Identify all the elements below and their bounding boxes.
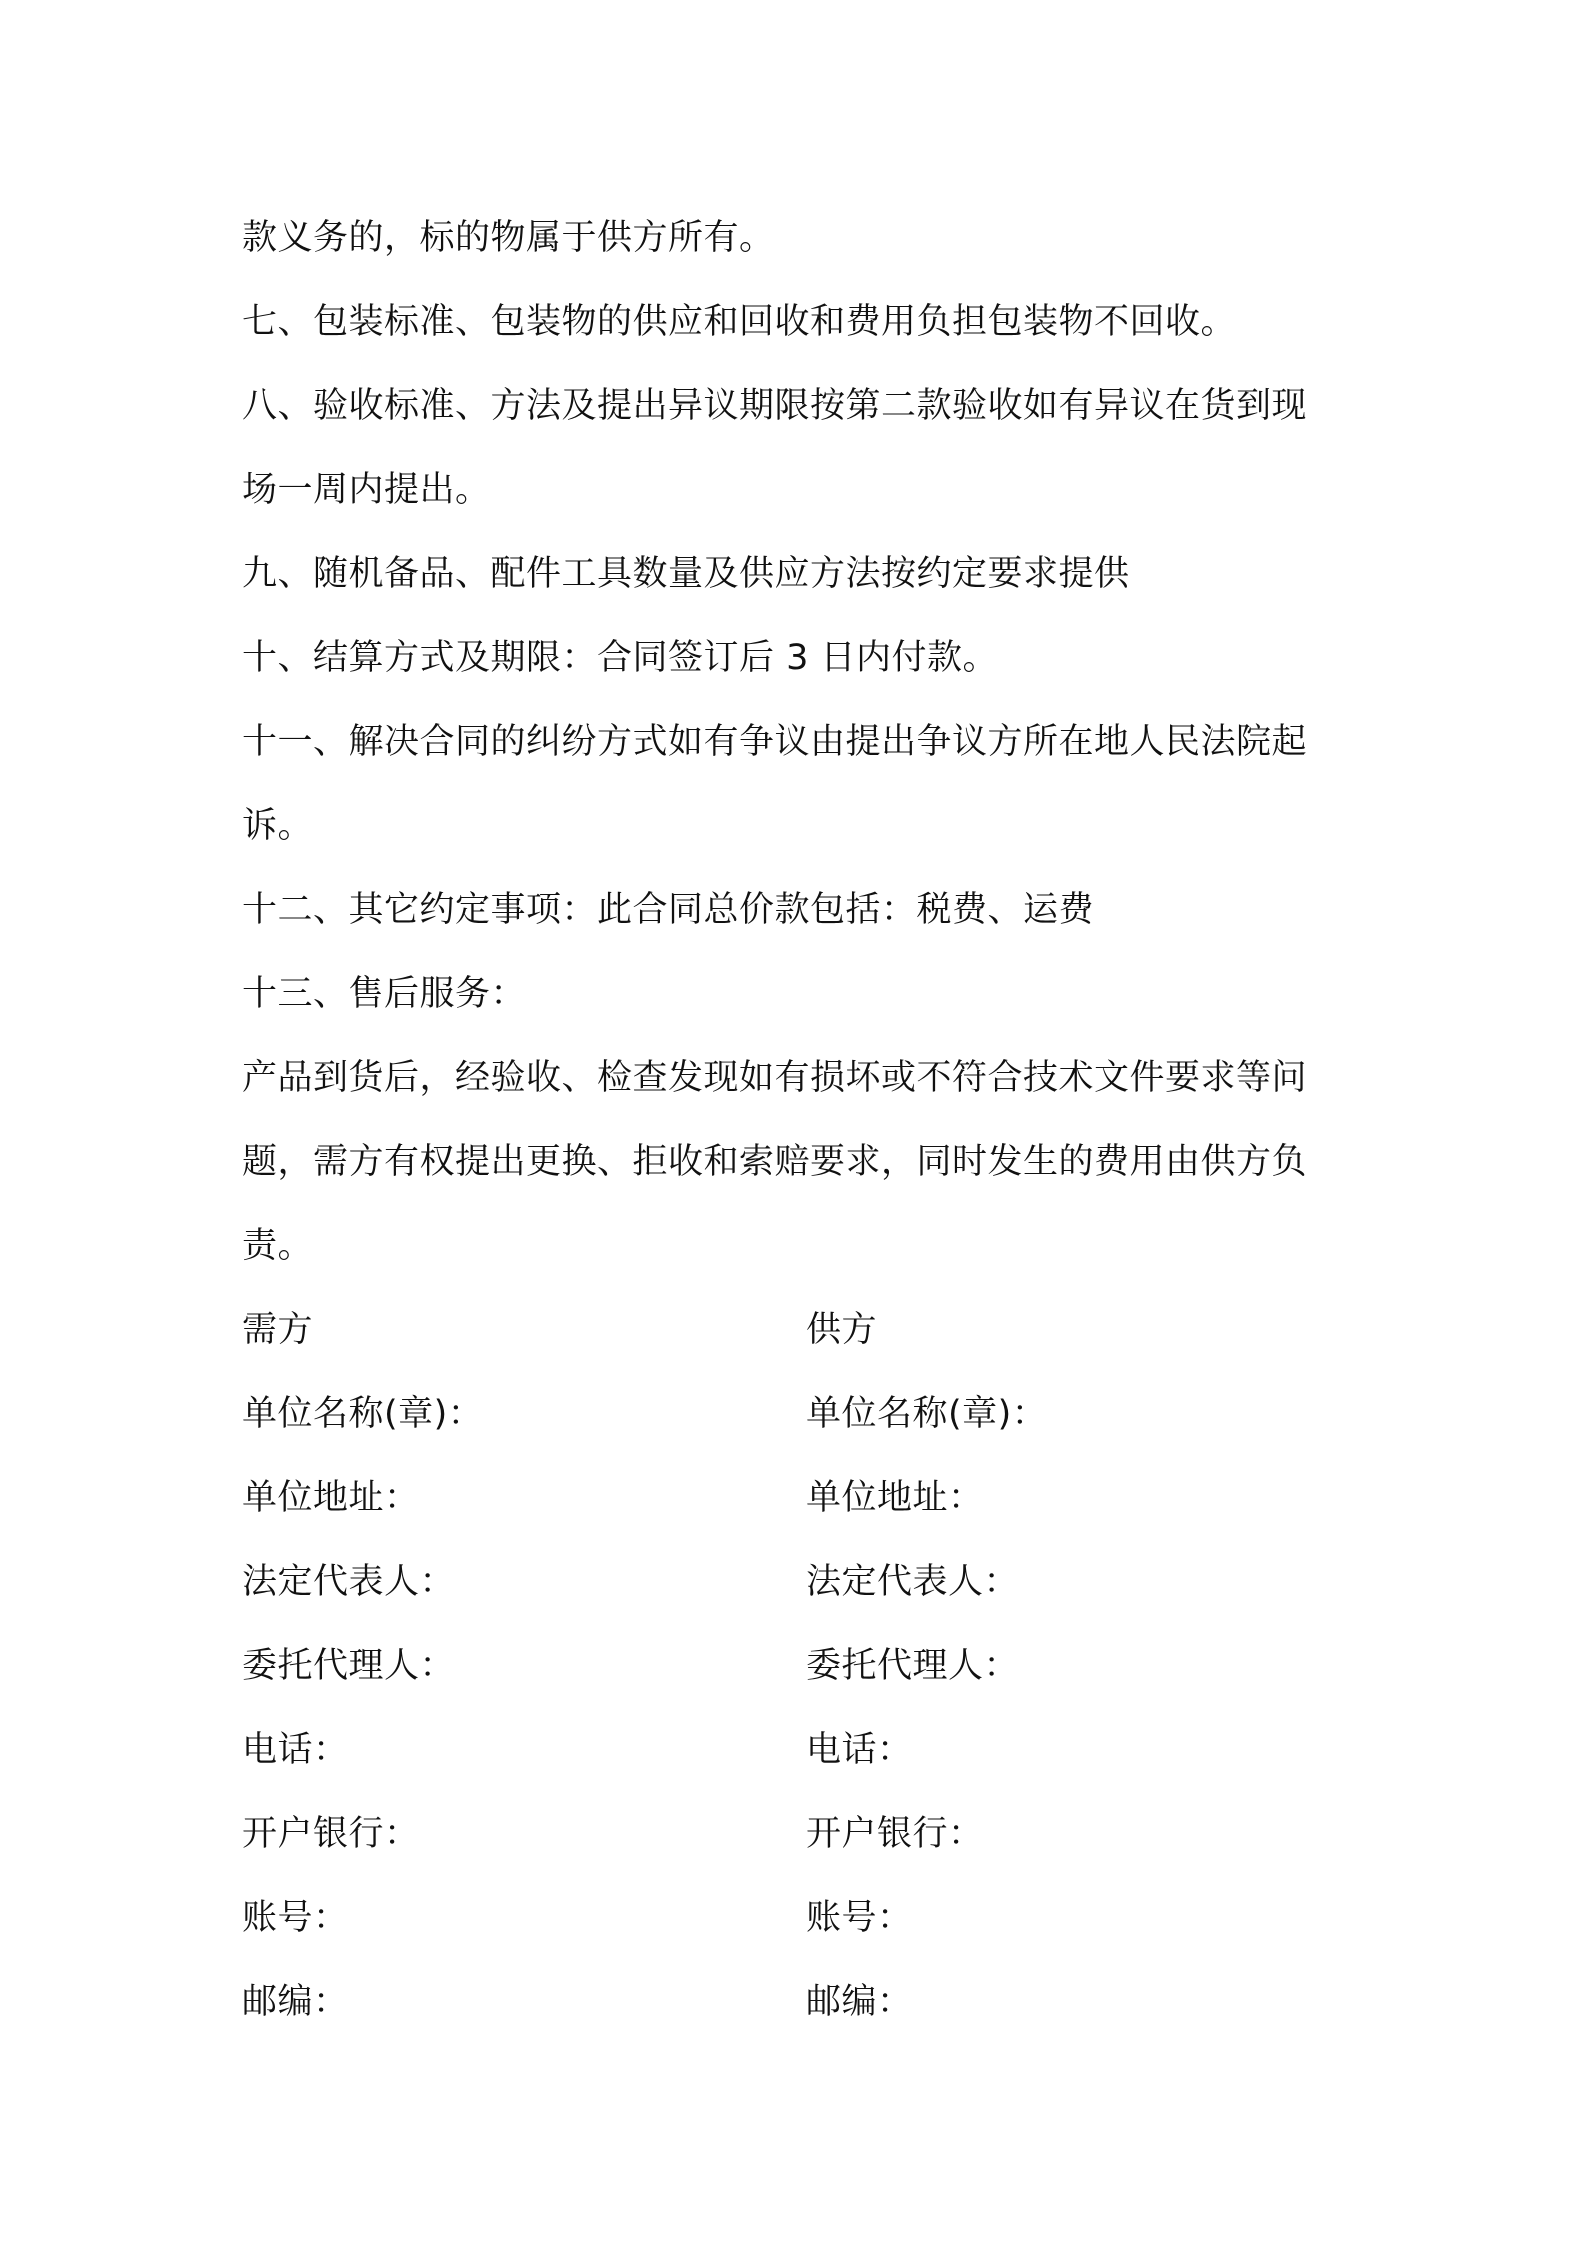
clause-13-heading: 十三、售后服务： <box>242 974 527 1014</box>
after-sales-line-3: 责。 <box>242 1226 314 1266</box>
signature-row-address <box>242 1456 1360 1540</box>
supplier-title: 供方 <box>806 1310 878 1350</box>
signature-title-row <box>242 1288 1360 1372</box>
buyer-phone-label: 电话： <box>242 1730 349 1770</box>
supplier-bank-label: 开户银行： <box>806 1814 984 1854</box>
signature-row-bank <box>242 1792 1360 1876</box>
signature-block <box>242 1288 1360 2044</box>
paragraph-line: 款义务的，标的物属于供方所有。 <box>242 218 775 258</box>
clause-7-line: 七、包装标准、包装物的供应和回收和费用负担包装物不回收。 <box>242 302 1237 342</box>
clause-11-continuation: 诉。 <box>242 806 314 846</box>
buyer-title: 需方 <box>242 1310 314 1350</box>
buyer-company-name-label: 单位名称(章)： <box>242 1394 484 1434</box>
supplier-legal-rep-label: 法定代表人： <box>806 1562 1020 1602</box>
supplier-phone-label: 电话： <box>806 1730 913 1770</box>
buyer-agent-label: 委托代理人： <box>242 1646 456 1686</box>
clause-9-line: 九、随机备品、配件工具数量及供应方法按约定要求提供 <box>242 554 1130 594</box>
supplier-account-label: 账号： <box>806 1898 913 1938</box>
buyer-legal-rep-label: 法定代表人： <box>242 1562 456 1602</box>
signature-row-agent <box>242 1624 1360 1708</box>
signature-row-phone <box>242 1708 1360 1792</box>
after-sales-line-2: 题，需方有权提出更换、拒收和索赔要求，同时发生的费用由供方负 <box>242 1142 1308 1182</box>
clause-8-continuation: 场一周内提出。 <box>242 470 491 510</box>
signature-row-company-name <box>242 1372 1360 1456</box>
buyer-postcode-label: 邮编： <box>242 1982 349 2022</box>
signature-row-legal-rep <box>242 1540 1360 1624</box>
clause-10-line: 十、结算方式及期限：合同签订后 3 日内付款。 <box>242 638 999 678</box>
supplier-address-label: 单位地址： <box>806 1478 984 1518</box>
supplier-agent-label: 委托代理人： <box>806 1646 1020 1686</box>
buyer-account-label: 账号： <box>242 1898 349 1938</box>
clause-11-line: 十一、解决合同的纠纷方式如有争议由提出争议方所在地人民法院起 <box>242 722 1308 762</box>
buyer-address-label: 单位地址： <box>242 1478 420 1518</box>
buyer-bank-label: 开户银行： <box>242 1814 420 1854</box>
document-body <box>242 196 1360 2044</box>
clause-8-line: 八、验收标准、方法及提出异议期限按第二款验收如有异议在货到现 <box>242 386 1308 426</box>
signature-row-account <box>242 1876 1360 1960</box>
signature-row-postcode <box>242 1960 1360 2044</box>
clause-12-line: 十二、其它约定事项：此合同总价款包括：税费、运费 <box>242 890 1095 930</box>
supplier-company-name-label: 单位名称(章)： <box>806 1394 1048 1434</box>
supplier-postcode-label: 邮编： <box>806 1982 913 2022</box>
after-sales-line-1: 产品到货后，经验收、检查发现如有损坏或不符合技术文件要求等问 <box>242 1058 1308 1098</box>
